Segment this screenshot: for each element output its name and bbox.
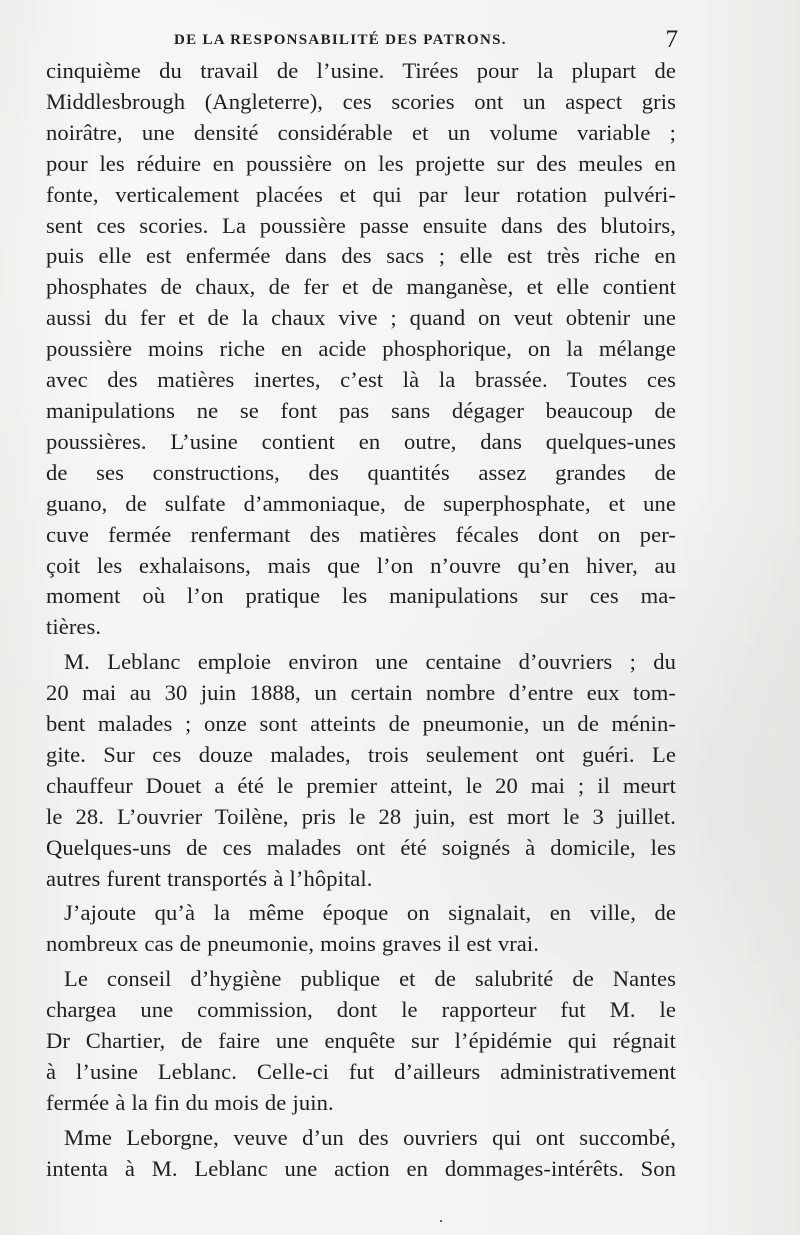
running-title: DE LA RESPONSABILITÉ DES PATRONS. <box>174 32 507 48</box>
text-line: poussière moins riche en acide phosphorique, on la mélange <box>46 336 676 362</box>
text-line: tières. <box>46 614 102 640</box>
text-line: pour les réduire en poussière on les projette sur des meules en <box>46 150 676 176</box>
text-line: poussières. L’usine contient en outre, dans quelques-unes <box>46 428 676 454</box>
text-line: fermée à la fin du mois de juin. <box>46 1089 334 1115</box>
text-line: autres furent transportés à l’hôpital. <box>46 865 373 891</box>
page-number: 7 <box>665 26 678 53</box>
text-line: de ses constructions, des quantités assez grandes de <box>46 459 676 485</box>
text-line: avec des matières inertes, c’est là la brassée. Toutes ces <box>46 367 676 393</box>
text-line: chauffeur Douet a été le premier atteint, le 20 mai ; il meurt <box>46 772 676 798</box>
text-line: intenta à M. Leblanc une action en dommages-intérêts. Son <box>46 1155 676 1181</box>
text-line: à l’usine Leblanc. Celle-ci fut d’ailleurs administrativement <box>46 1059 676 1084</box>
text-line: J’ajoute qu’à la même époque on signalait, en ville, de <box>64 900 676 926</box>
text-line: aussi du fer et de la chaux vive ; quand on veut obtenir une <box>46 305 676 331</box>
text-line: manipulations ne se font pas sans dégager beaucoup de <box>46 397 676 423</box>
text-line: Le conseil d’hygiène publique et de salubrité de Nantes <box>64 966 676 992</box>
text-line: puis elle est enfermée dans des sacs ; elle est très riche en <box>46 243 676 269</box>
text-line: Dr Chartier, de faire une enquête sur l’épidémie qui régnait <box>46 1028 676 1054</box>
text-line: fonte, verticalement placées et qui par leur rotation pulvéri- <box>46 181 676 207</box>
text-line: M. Leblanc emploie environ une centaine d’ouvriers ; du <box>64 649 676 675</box>
text-line: Middlesbrough (Angleterre), ces scories ont un aspect gris <box>46 88 676 114</box>
text-line: Mme Leborgne, veuve d’un des ouvriers qui ont succombé, <box>64 1124 676 1150</box>
text-line: le 28. L’ouvrier Toilène, pris le 28 juin, est mort le 3 juillet. <box>46 803 676 829</box>
text-line: çoit les exhalaisons, mais que l’on n’ouvre qu’en hiver, au <box>46 552 676 578</box>
text-line: chargea une commission, dont le rapporteur fut M. le <box>46 997 676 1023</box>
running-header <box>46 28 676 56</box>
print-speck <box>440 1220 442 1222</box>
text-line: cinquième du travail de l’usine. Tirées pour la plupart de <box>46 58 676 83</box>
text-line: nombreux cas de pneumonie, moins graves il est vrai. <box>46 931 540 957</box>
text-line: 20 mai au 30 juin 1888, un certain nombre d’entre eux tom- <box>46 680 676 706</box>
text-line: guano, de sulfate d’ammoniaque, de superphosphate, et une <box>46 490 676 516</box>
text-line: bent malades ; onze sont atteints de pneumonie, un de ménin- <box>46 711 676 737</box>
text-line: sent ces scories. La poussière passe ensuite dans des blutoirs, <box>46 212 676 238</box>
text-line: gite. Sur ces douze malades, trois seulement ont guéri. Le <box>46 741 676 767</box>
text-line: cuve fermée renfermant des matières fécales dont on per- <box>46 521 676 547</box>
page-text <box>46 56 676 1185</box>
text-line: phosphates de chaux, de fer et de manganèse, et elle contient <box>46 274 676 300</box>
text-line: noirâtre, une densité considérable et un volume variable ; <box>46 119 676 145</box>
text-line: moment où l’on pratique les manipulations sur ces ma- <box>46 583 676 609</box>
text-line: Quelques-uns de ces malades ont été soignés à domicile, les <box>46 834 676 860</box>
